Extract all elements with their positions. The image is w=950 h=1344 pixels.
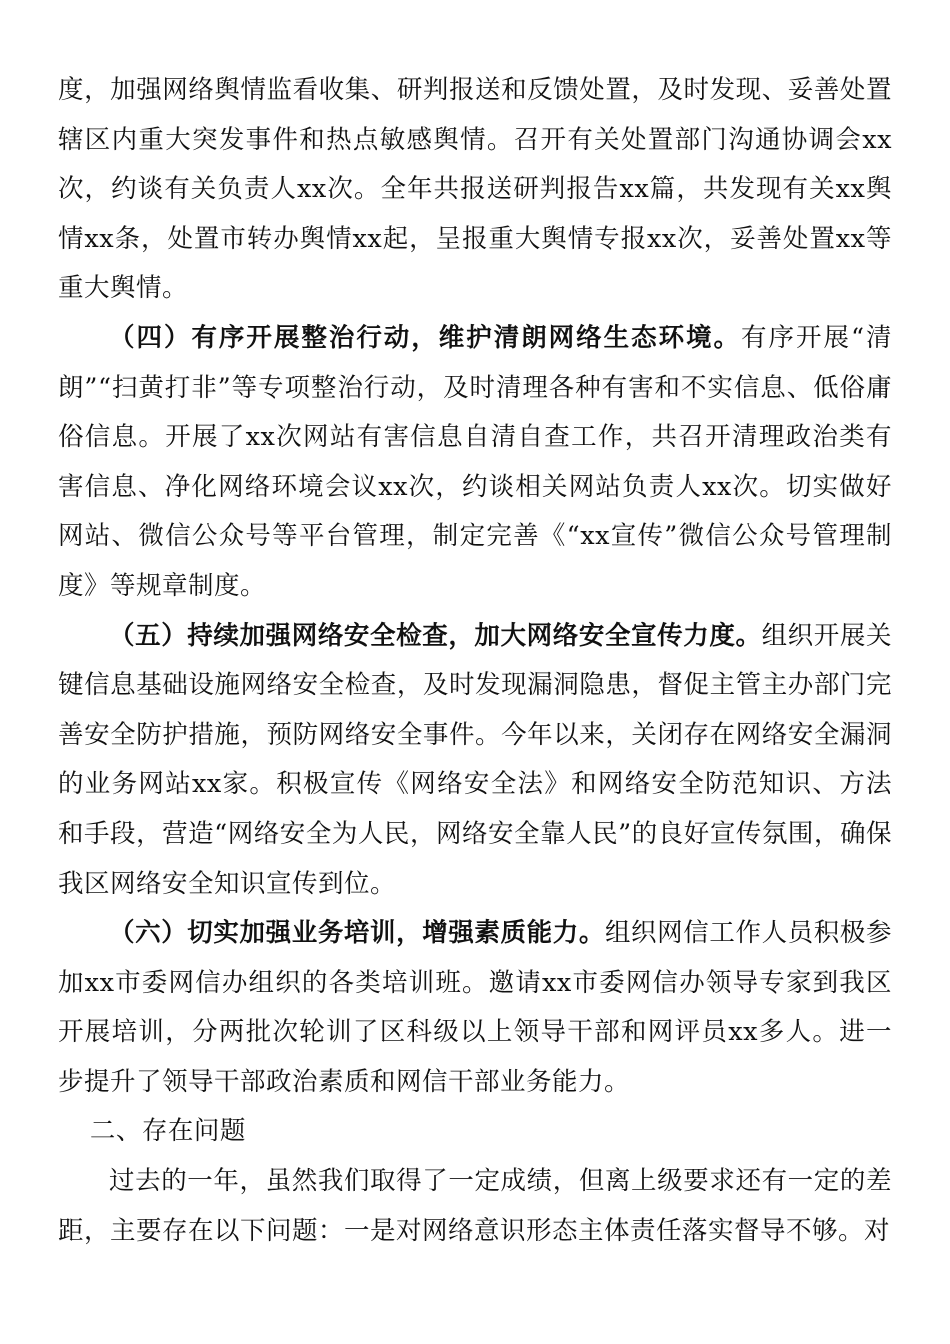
paragraph-text: 度，加强网络舆情监看收集、研判报送和反馈处置，及时发现、妥善处置辖区内重大突发事件和热点敏感舆情。召开有关处置部门沟通协调会xx次，约谈有关负责人xx次。全年共报送研判报告xx篇，共发现有关xx舆情xx条，处置市转办舆情xx起，呈报重大舆情专报xx次，妥善处置xx等重大舆情。 xyxy=(58,75,892,304)
paragraph-opinion-handling xyxy=(58,66,892,314)
subsection-heading-5: （五）持续加强网络安全检查，加大网络安全宣传力度。 xyxy=(109,620,762,651)
subsection-heading-6: （六）切实加强业务培训，增强素质能力。 xyxy=(109,918,605,949)
paragraph-network-security xyxy=(58,612,892,910)
section-heading-problems: 二、存在问题 xyxy=(89,1116,246,1147)
paragraph-rectification-actions xyxy=(58,314,892,612)
paragraph-problems-intro xyxy=(58,1157,892,1256)
paragraph-text: 组织开展关键信息基础设施网络安全检查，及时发现漏洞隐患，督促主管主办部门完善安全防护措施，预防网络安全事件。今年以来，关闭存在网络安全漏洞的业务网站xx家。积极宣传《网络安全法》和网络安全防范知识、方法和手段，营造“网络安全为人民，网络安全靠人民”的良好宣传氛围，确保我区网络安全知识宣传到位。 xyxy=(58,620,892,899)
paragraph-training xyxy=(58,909,892,1107)
subsection-heading-4: （四）有序开展整治行动，维护清朗网络生态环境。 xyxy=(109,322,742,353)
document-page xyxy=(58,66,892,1256)
paragraph-text: 过去的一年，虽然我们取得了一定成绩，但离上级要求还有一定的差距，主要存在以下问题：一是对网络意识形态主体责任落实督导不够。对 xyxy=(58,1166,892,1246)
paragraph-text: 有序开展“清朗”“扫黄打非”等专项整治行动，及时清理各种有害和不实信息、低俗庸俗信息。开展了xx次网站有害信息自清自查工作，共召开清理政治类有害信息、净化网络环境会议xx次，约谈相关网站负责人xx次。切实做好网站、微信公众号等平台管理，制定完善《“xx宣传”微信公众号管理制度》等规章制度。 xyxy=(58,322,892,601)
paragraph-text: 组织网信工作人员积极参加xx市委网信办组织的各类培训班。邀请xx市委网信办领导专家到我区开展培训，分两批次轮训了区科级以上领导干部和网评员xx多人。进一步提升了领导干部政治素质和网信干部业务能力。 xyxy=(58,918,892,1097)
